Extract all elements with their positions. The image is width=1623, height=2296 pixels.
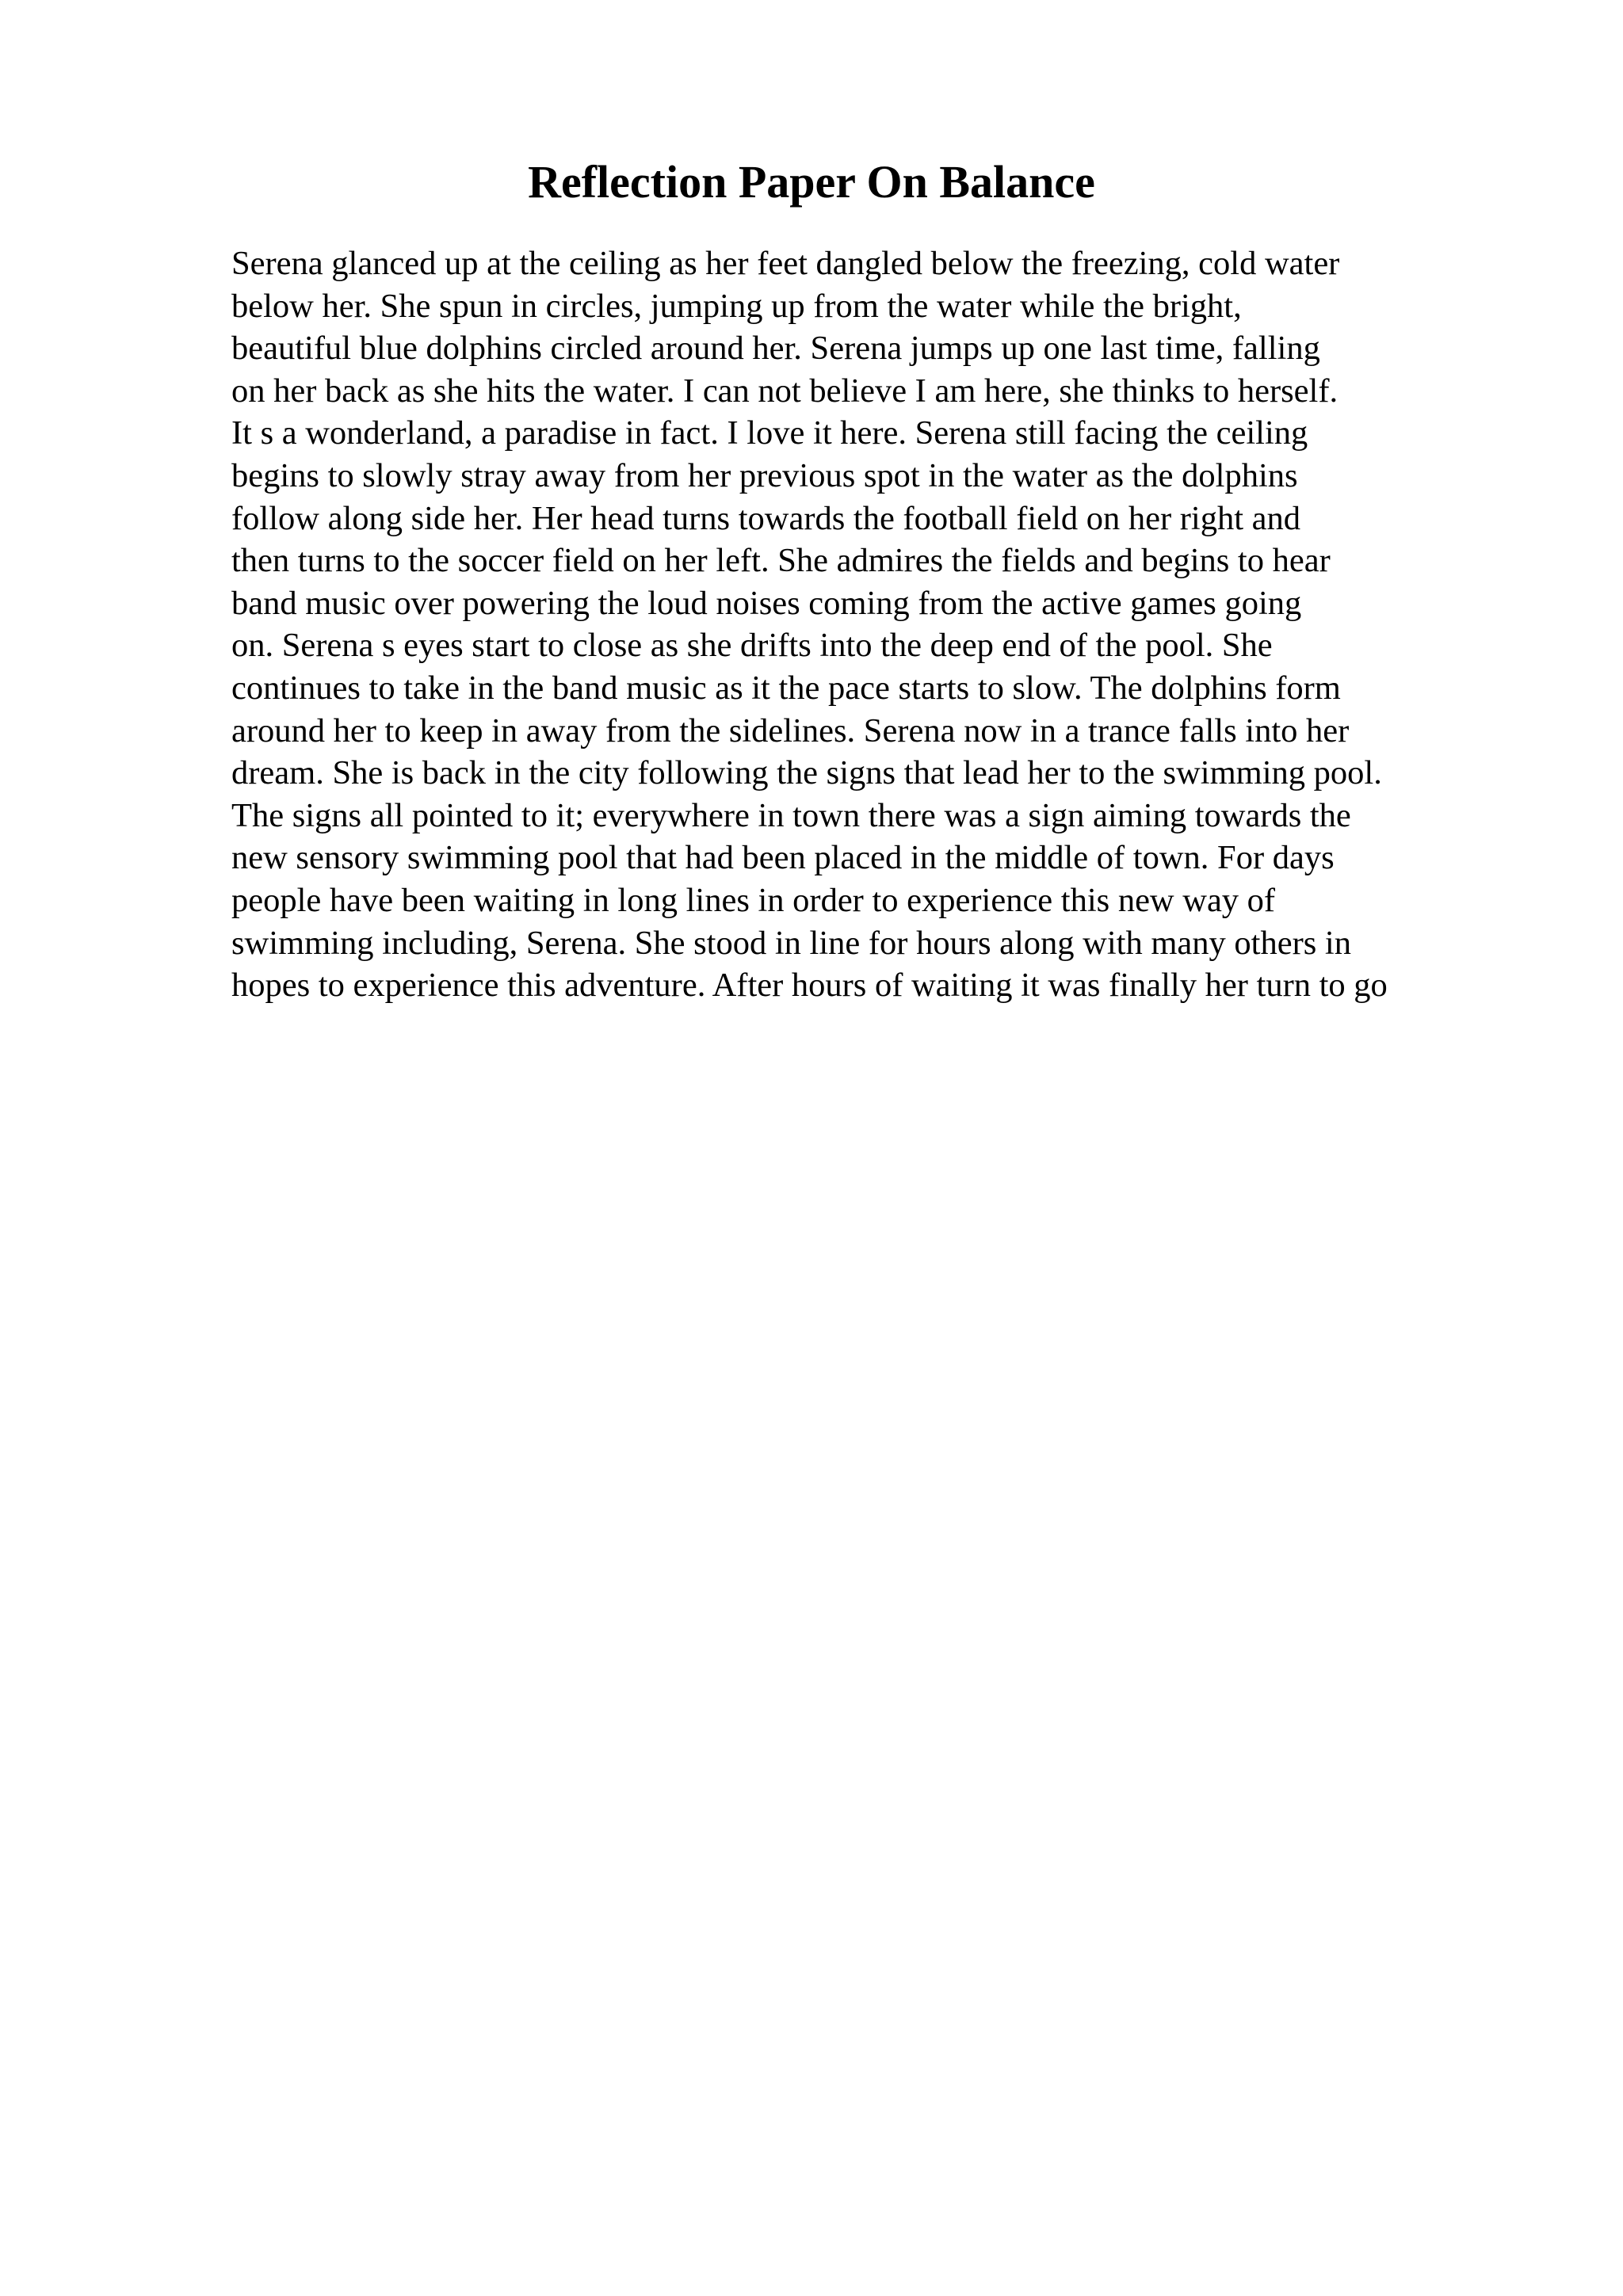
text-line: hopes to experience this adventure. After hours of waiting it was finally her turn to go [231,967,1388,1005]
text-line: begins to slowly stray away from her previous spot in the water as the dolphins [231,456,1298,494]
text-line: on. Serena s eyes start to close as she drifts into the deep end of the pool. She [231,627,1273,665]
text-line: around her to keep in away from the sidelines. Serena now in a trance falls into her [231,711,1350,749]
text-line: The signs all pointed to it; everywhere in town there was a sign aiming towards the [231,796,1351,834]
text-line: dream. She is back in the city following the signs that lead her to the swimming pool. [231,754,1382,792]
text-line: new sensory swimming pool that had been placed in the middle of town. For days [231,839,1335,877]
text-line: It s a wonderland, a paradise in fact. I love it here. Serena still facing the ceiling [231,414,1308,452]
text-line: on her back as she hits the water. I can not believe I am here, she thinks to herself. [231,372,1338,410]
text-line: swimming including, Serena. She stood in line for hours along with many others in [231,924,1351,962]
text-line: then turns to the soccer field on her left. She admires the fields and begins to hear [231,542,1331,580]
text-line: continues to take in the band music as it the pace starts to slow. The dolphins form [231,669,1341,707]
text-line: beautiful blue dolphins circled around her. Serena jumps up one last time, falling [231,330,1320,368]
text-line: follow along side her. Her head turns towards the football field on her right and [231,499,1301,537]
text-line: Serena glanced up at the ceiling as her feet dangled below the freezing, cold water [231,245,1340,282]
text-line: band music over powering the loud noises coming from the active games going [231,584,1302,622]
text-line: people have been waiting in long lines in order to experience this new way of [231,881,1276,919]
text-line: below her. She spun in circles, jumping up from the water while the bright, [231,287,1242,325]
document-title: Reflection Paper On Balance [528,156,1095,208]
body-paragraph [231,242,1515,1007]
